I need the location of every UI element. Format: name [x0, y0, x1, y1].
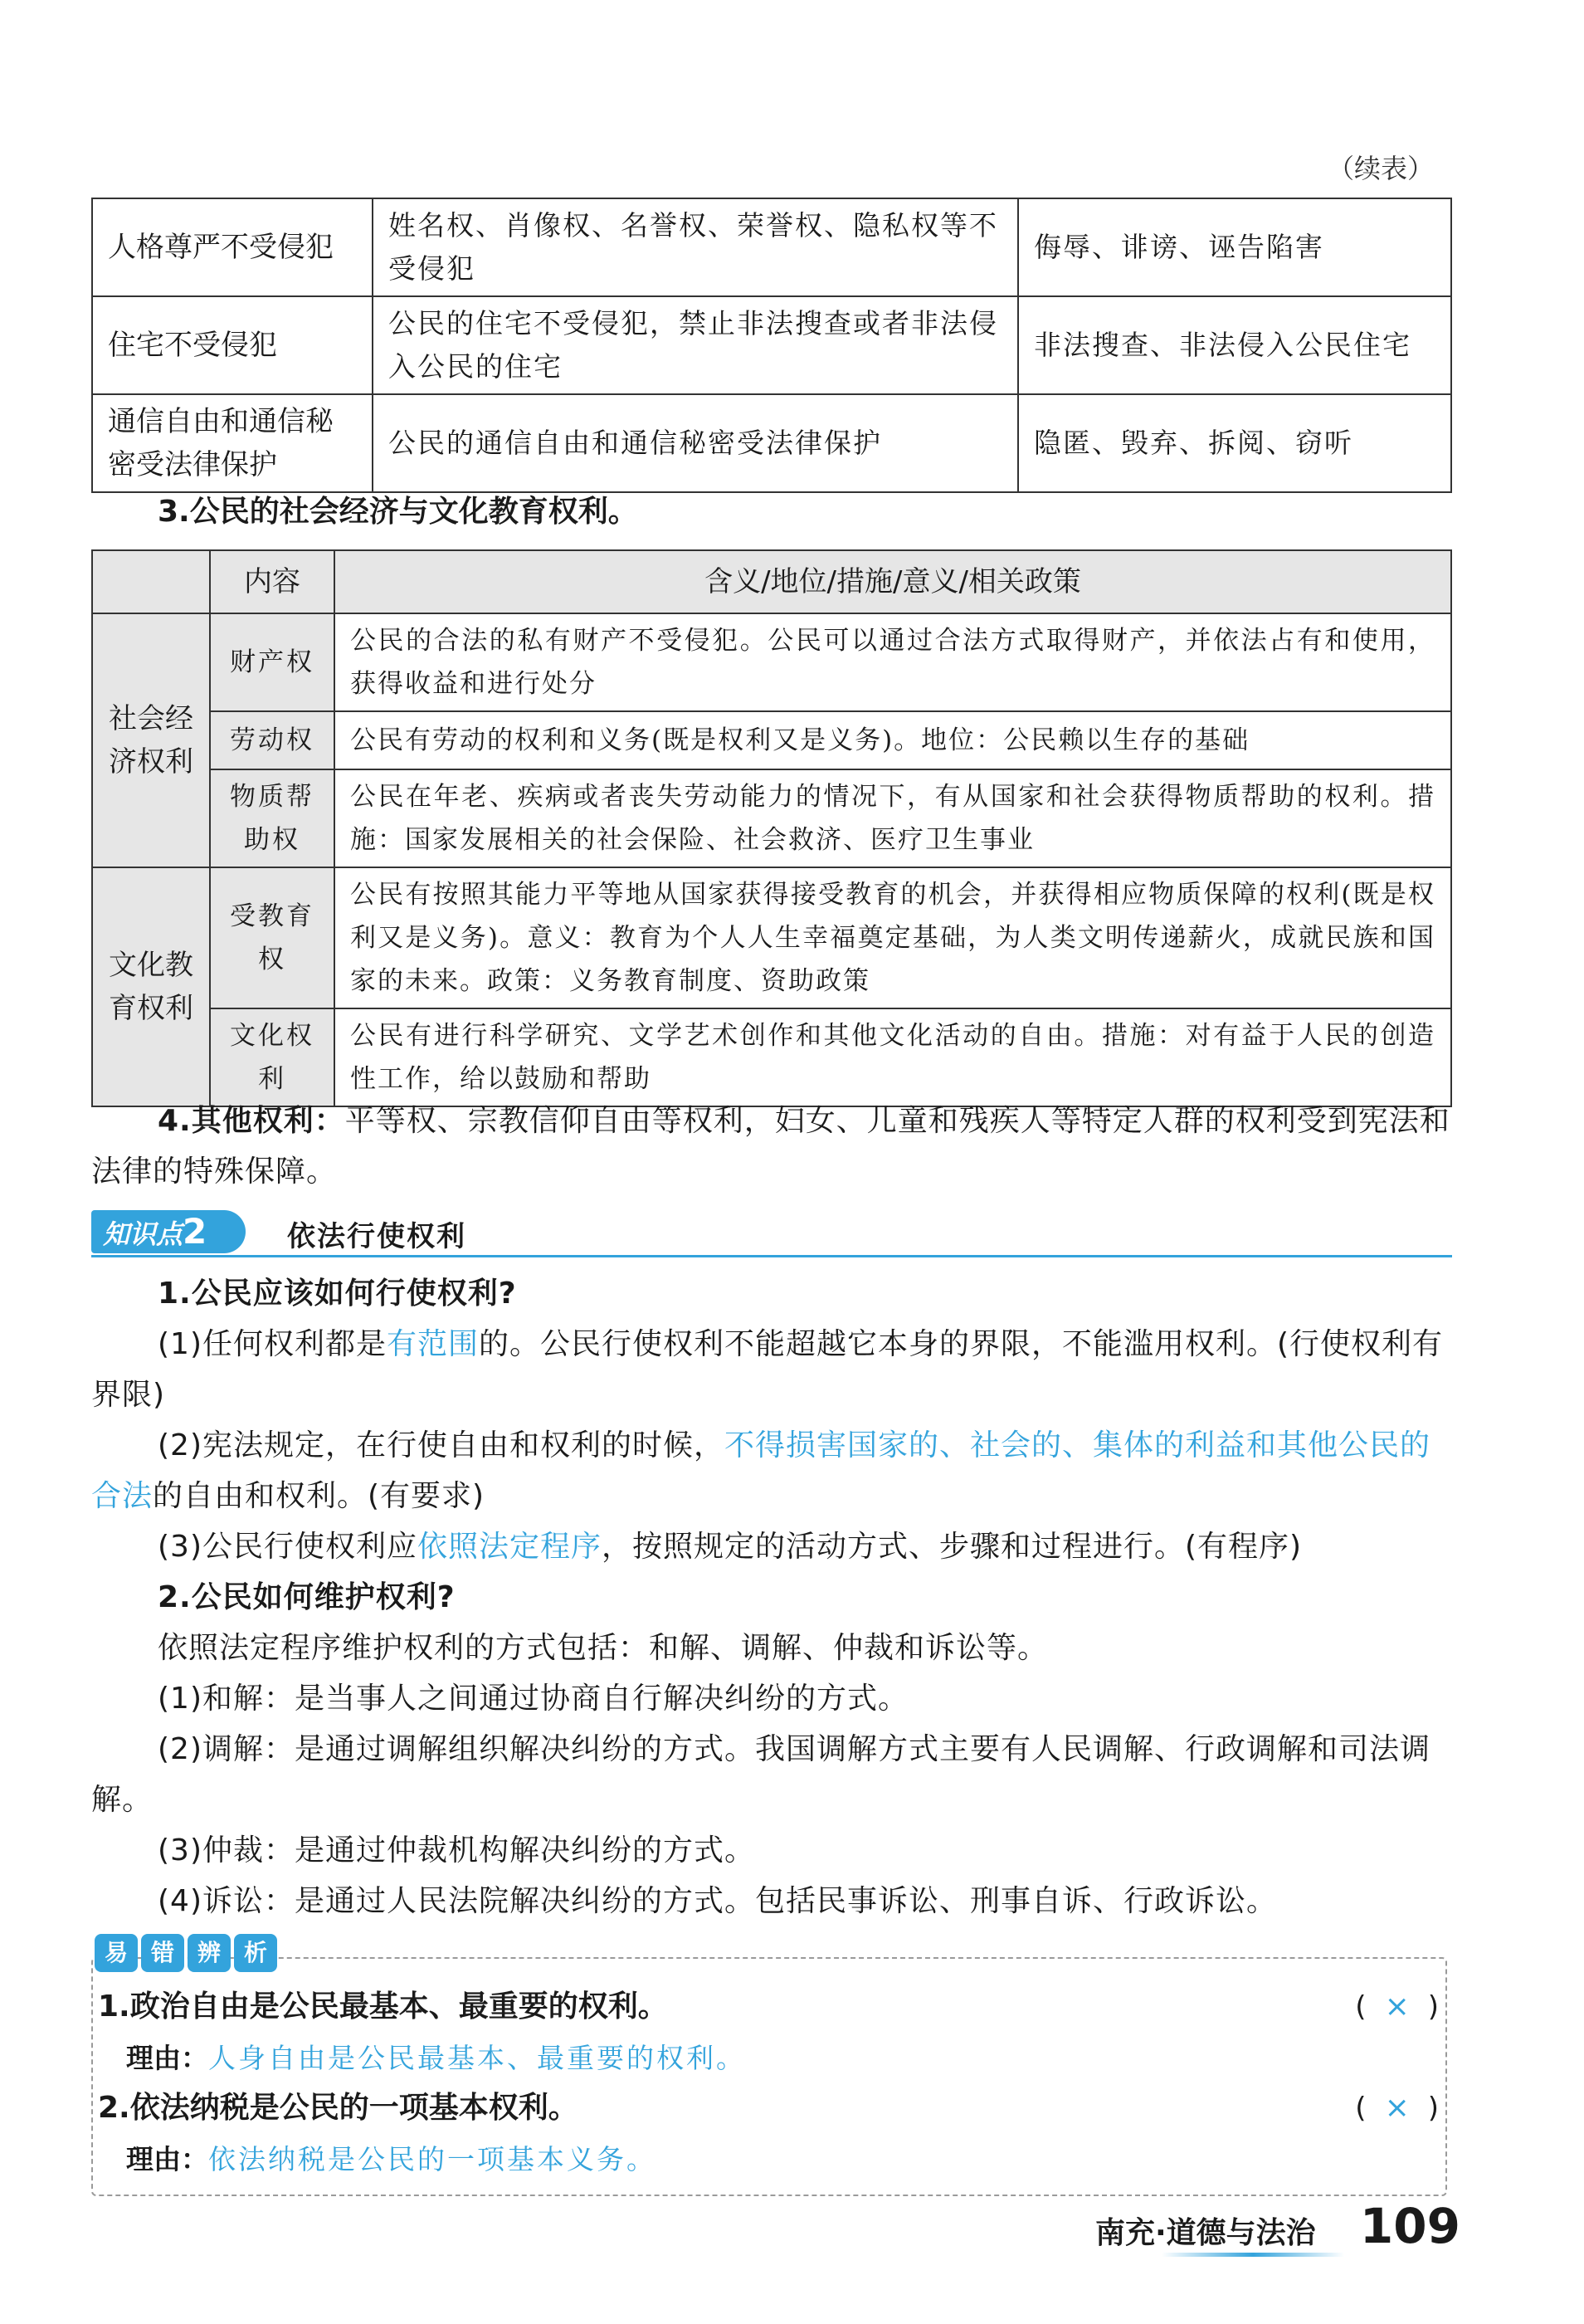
mark-open: ( [1355, 2092, 1367, 2125]
q1-point-1 [91, 1319, 1452, 1420]
q2-intro: 依照法定程序维护权利的方式包括：和解、调解、仲裁和诉讼等。 [158, 1631, 1049, 1665]
q2-item: (1)和解：是当事人之间通过协商自行解决纠纷的方式。 [158, 1682, 909, 1716]
row-text: 公民在年老、疾病或者丧失劳动能力的情况下，有从国家和社会获得物质帮助的权利。措施：国家发展相关的社会保险、社会救济、医疗卫生事业 [334, 769, 1451, 867]
mark-open: ( [1355, 1990, 1367, 2024]
q2-item: (2)调解：是通过调解组织解决纠纷的方式。我国调解方式主要有人民调解、行政调解和司法调解。 [91, 1732, 1430, 1817]
cross-icon: × [1384, 1990, 1410, 2024]
knowledge-point-title: 依法行使权利 [287, 1220, 466, 1253]
header-blank [92, 550, 210, 613]
row-text: 公民的合法的私有财产不受侵犯。公民可以通过合法方式取得财产，并依法占有和使用，获得收益和进行处分 [334, 613, 1451, 711]
page-footer [1095, 2198, 1460, 2264]
q1-point-3 [91, 1521, 1452, 1572]
table-row [92, 711, 1451, 769]
q1-p2-text-2: 的自由和权利。(有要求) [153, 1479, 485, 1513]
q2-title: 2.公民如何维护权利? [158, 1580, 456, 1614]
q2-item: (3)仲裁：是通过仲裁机构解决纠纷的方式。 [158, 1833, 755, 1868]
reason-label: 理由： [126, 2042, 208, 2074]
q1-p1-text-2: 的。公民行使权利不能超越它本身的界限，不能滥用权利。(行使权利有界限) [91, 1327, 1444, 1412]
row-text: 公民有按照其能力平等地从国家获得接受教育的机会，并获得相应物质保障的权利(既是权利又是义务)。意义：教育为个人人生幸福奠定基础，为人类文明传递薪火，成就民族和国家的未来。政策：义务教育制度、资助政策 [334, 867, 1451, 1008]
row-text: 公民有劳动的权利和义务(既是权利又是义务)。地位：公民赖以生存的基础 [334, 711, 1451, 769]
error-reason-1 [126, 2035, 746, 2082]
right-name: 通信自由和通信秘密受法律保护 [92, 394, 373, 492]
table-row [92, 613, 1451, 711]
right-content: 公民的通信自由和通信秘密受法律保护 [373, 394, 1018, 492]
error-statement: 2.依法纳税是公民的一项基本权利。 [98, 2091, 578, 2125]
continuation-note: （续表） [1328, 153, 1435, 184]
section-3-title: 3.公民的社会经济与文化教育权利。 [158, 495, 638, 529]
right-violation: 侮辱、诽谤、诬告陷害 [1018, 198, 1451, 296]
q1-p2-highlight: 不得损害国家的、社会的、集体的利益和其他公民的合法 [91, 1428, 1431, 1513]
section-4-label: 4.其他权利： [158, 1104, 345, 1138]
error-reason-2 [126, 2136, 656, 2183]
error-tag-char: 辨 [188, 1934, 231, 1972]
q1-p3-highlight: 依照法定程序 [417, 1530, 602, 1564]
footer-underline [1162, 2253, 1344, 2257]
right-content: 公民的住宅不受侵犯，禁止非法搜查或者非法侵入公民的住宅 [373, 296, 1018, 394]
row-text: 公民有进行科学研究、文学艺术创作和其他文化活动的自由。措施：对有益于人民的创造性工作，给以鼓励和帮助 [334, 1008, 1451, 1106]
mark-close: ) [1427, 1990, 1439, 2024]
table-header-row [92, 550, 1451, 613]
row-name: 财产权 [210, 613, 334, 711]
table-row [92, 867, 1451, 1008]
error-mark [1355, 1984, 1439, 2030]
error-item-1 [98, 1984, 1442, 2030]
error-statement: 1.政治自由是公民最基本、最重要的权利。 [98, 1990, 668, 2024]
q1-point-2 [91, 1420, 1452, 1521]
error-analysis-tag [95, 1934, 277, 1972]
group-culture-label: 文化教育权利 [109, 949, 193, 1025]
mark-close: ) [1427, 2092, 1439, 2125]
error-mark [1355, 2085, 1439, 2131]
right-violation: 隐匿、毁弃、拆阅、窃听 [1018, 394, 1451, 492]
right-content: 姓名权、肖像权、名誉权、荣誉权、隐私权等不受侵犯 [373, 198, 1018, 296]
group-econ [92, 613, 210, 867]
knowledge-point-header [91, 1210, 1452, 1257]
header-meaning: 含义/地位/措施/意义/相关政策 [334, 550, 1451, 613]
table-row [92, 394, 1451, 492]
q1-p1-highlight: 有范围 [387, 1327, 480, 1361]
q1-p3-text-2: ，按照规定的活动方式、步骤和过程进行。(有程序) [602, 1530, 1303, 1564]
cross-icon: × [1384, 2091, 1410, 2125]
right-violation: 非法搜查、非法侵入公民住宅 [1018, 296, 1451, 394]
reason-text: 依法纳税是公民的一项基本义务。 [208, 2143, 656, 2175]
knowledge-point-number: 2 [183, 1211, 207, 1252]
error-tag-char: 易 [95, 1934, 138, 1972]
page-number: 109 [1359, 2198, 1460, 2254]
table-row [92, 769, 1451, 867]
table-row [92, 296, 1451, 394]
q1-p3-text: (3)公民行使权利应 [158, 1530, 417, 1564]
q2-item: (4)诉讼：是通过人民法院解决纠纷的方式。包括民事诉讼、刑事自诉、行政诉讼。 [158, 1884, 1277, 1918]
row-name: 受教育权 [210, 867, 334, 1008]
row-name: 物质帮助权 [210, 769, 334, 867]
knowledge-point-badge-text: 知识点 [103, 1218, 183, 1250]
reason-text: 人身自由是公民最基本、最重要的权利。 [208, 2042, 746, 2074]
section-4 [91, 1096, 1452, 1197]
group-econ-label: 社会经济权利 [109, 702, 193, 779]
table-row [92, 198, 1451, 296]
error-tag-char: 错 [141, 1934, 184, 1972]
footer-title: 南充·道德与法治 [1095, 2216, 1316, 2250]
header-content: 内容 [210, 550, 334, 613]
table-row [92, 1008, 1451, 1106]
knowledge-point-badge [91, 1210, 246, 1253]
personal-rights-table [91, 198, 1452, 493]
q1-p2-text: (2)宪法规定，在行使自由和权利的时候， [158, 1428, 724, 1462]
row-name: 文化权利 [210, 1008, 334, 1106]
social-culture-rights-table [91, 549, 1452, 1107]
reason-label: 理由： [126, 2143, 208, 2175]
right-name: 住宅不受侵犯 [92, 296, 373, 394]
right-name: 人格尊严不受侵犯 [92, 198, 373, 296]
error-tag-char: 析 [234, 1934, 277, 1972]
q1-p1-text: (1)任何权利都是 [158, 1327, 387, 1361]
section-4-text: 平等权、宗教信仰自由等权利，妇女、儿童和残疾人等特定人群的权利受到宪法和法律的特殊保障。 [91, 1104, 1450, 1189]
error-item-2 [98, 2085, 1442, 2131]
row-name: 劳动权 [210, 711, 334, 769]
q1-block [91, 1268, 1452, 1926]
q1-title: 1.公民应该如何行使权利? [158, 1277, 517, 1311]
group-culture [92, 867, 210, 1106]
